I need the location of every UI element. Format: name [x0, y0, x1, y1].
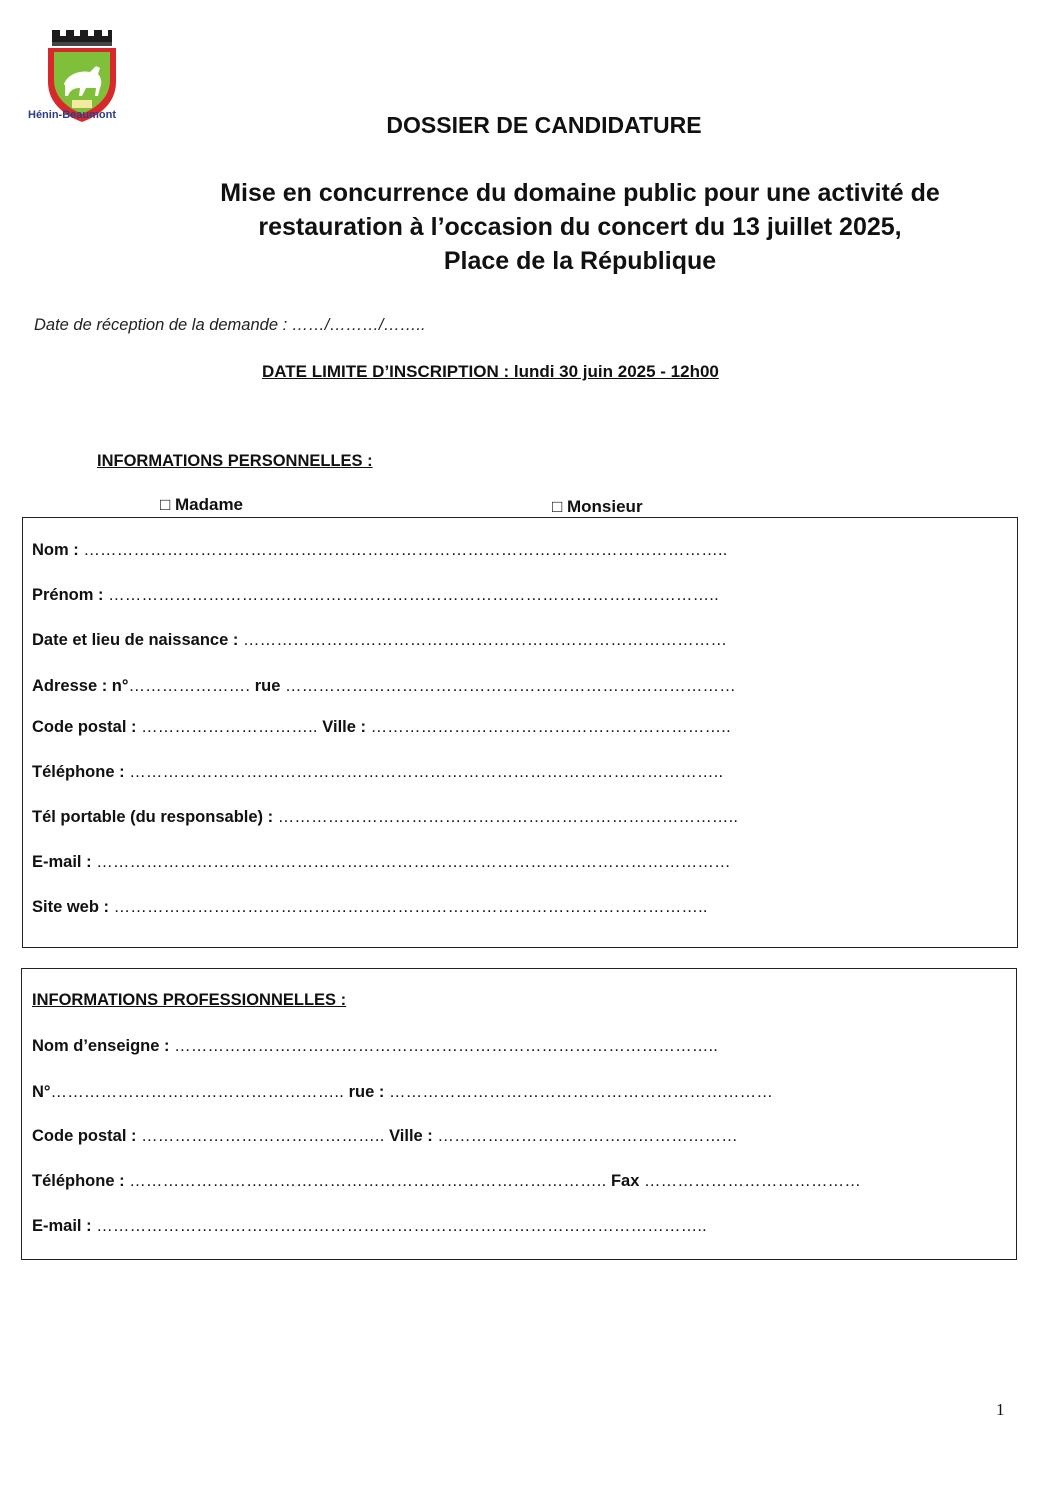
field-label: Nom d’enseigne : — [32, 1037, 170, 1055]
field-dots: ……………………………………………………………………….. — [277, 808, 739, 826]
field-pro-address[interactable] — [32, 1083, 773, 1102]
field-postal-city[interactable] — [32, 718, 731, 737]
field-dots: …………………. — [128, 677, 251, 695]
field-label: Site web : — [32, 898, 110, 916]
field-label: Ville : — [322, 718, 366, 736]
field-dots: ……………………………………………………………………… — [285, 677, 736, 695]
field-brand-name[interactable] — [32, 1037, 718, 1056]
field-label: Nom : — [32, 541, 79, 559]
field-dots: ………………………….. — [141, 718, 318, 736]
field-label: Code postal : — [32, 1127, 137, 1145]
personal-section-title: INFORMATIONS PERSONNELLES : — [97, 452, 373, 470]
field-dots: …………………………………………………………………………………………………….. — [83, 541, 728, 559]
field-dots: ……………………………………………… — [437, 1127, 738, 1145]
field-dots: ………………………………… — [643, 1172, 862, 1190]
monsieur-checkbox[interactable]: □ Monsieur — [552, 497, 643, 516]
field-dots: …………………………………………………………………………………………….. — [113, 898, 708, 916]
field-label: Code postal : — [32, 718, 137, 736]
field-label: Date et lieu de naissance : — [32, 631, 239, 649]
page-number: 1 — [996, 1400, 1005, 1419]
reception-date-line: Date de réception de la demande : ……/………/…….. — [34, 316, 426, 334]
field-dots: ………………………………………………………………………….. — [129, 1172, 607, 1190]
field-dots: …………………………………………………………… — [388, 1083, 774, 1101]
field-dots: …………………………………………………………………………………….. — [174, 1037, 719, 1055]
field-label: Ville : — [389, 1127, 433, 1145]
field-prenom[interactable] — [32, 586, 719, 605]
document-subtitle — [60, 176, 1058, 278]
field-label: Téléphone : — [32, 763, 125, 781]
field-label: Téléphone : — [32, 1172, 125, 1190]
field-pro-phone-fax[interactable] — [32, 1172, 861, 1191]
field-dots: …………………………………………………………………………………………………… — [96, 853, 731, 871]
field-label: rue — [254, 677, 281, 695]
professional-section-title: INFORMATIONS PROFESSIONNELLES : — [32, 991, 347, 1009]
field-dots: ……………………………………………………….. — [370, 718, 731, 736]
field-nom[interactable] — [32, 541, 728, 560]
registration-deadline: DATE LIMITE D’INSCRIPTION : lundi 30 juin 2025 - 12h00 — [262, 362, 719, 381]
field-address[interactable] — [32, 677, 736, 696]
field-label: Tél portable (du responsable) : — [32, 808, 274, 826]
field-telephone[interactable] — [32, 763, 723, 782]
field-pro-email[interactable] — [32, 1217, 707, 1236]
field-label: Prénom : — [32, 586, 104, 604]
field-birth-date-place[interactable] — [32, 631, 727, 650]
logo-caption: Hénin-Beaumont — [28, 109, 116, 121]
field-label: E-mail : — [32, 1217, 92, 1235]
field-label: rue : — [348, 1083, 385, 1101]
field-website[interactable] — [32, 898, 708, 917]
field-label: Adresse : n° — [32, 677, 129, 695]
field-dots: …………………………………………………………………………………………….. — [129, 763, 724, 781]
field-dots: ……………………………………………………………………………………………….. — [108, 586, 719, 604]
field-pro-postal-city[interactable] — [32, 1127, 738, 1146]
subtitle-line: restauration à l’occasion du concert du 13 juillet 2025, — [258, 213, 902, 241]
field-dots: ……………………………………………………………………………………………….. — [96, 1217, 707, 1235]
field-label: N° — [32, 1083, 51, 1101]
field-email[interactable] — [32, 853, 731, 872]
document-title: DOSSIER DE CANDIDATURE — [386, 112, 702, 138]
field-label: E-mail : — [32, 853, 92, 871]
field-mobile[interactable] — [32, 808, 738, 827]
subtitle-line: Place de la République — [443, 247, 717, 275]
field-label: Fax — [610, 1172, 640, 1190]
subtitle-line: Mise en concurrence du domaine public pour une activité de — [220, 179, 940, 207]
field-dots: …………………………………….. — [141, 1127, 385, 1145]
field-dots: …………………………………………….. — [50, 1083, 344, 1101]
field-dots: …………………………………………………………………………… — [242, 631, 728, 649]
madame-checkbox[interactable]: □ Madame — [160, 495, 244, 514]
